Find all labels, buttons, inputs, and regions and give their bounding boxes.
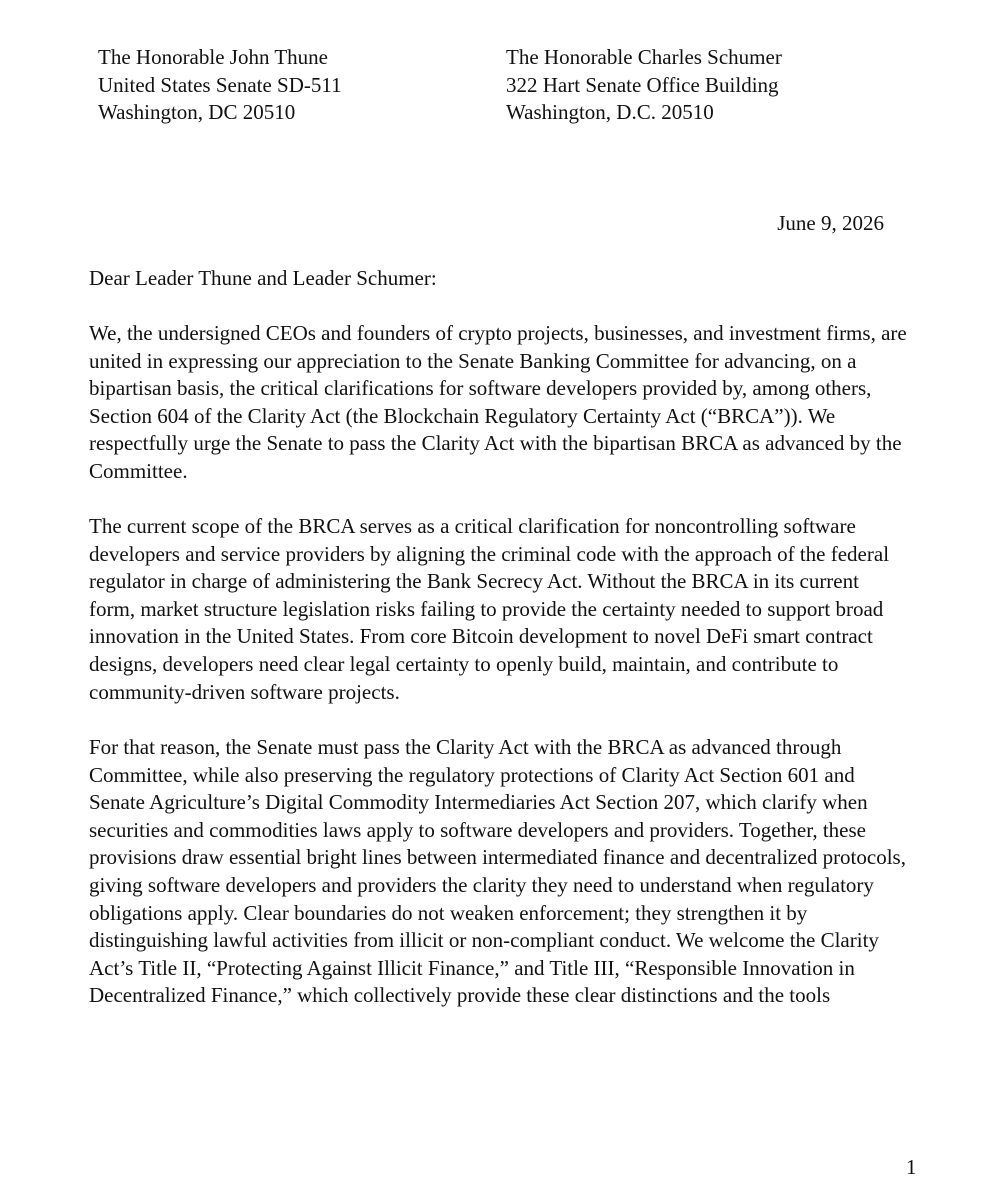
body-paragraph-2 [89, 513, 919, 706]
paragraph-line: community-driven software projects. [89, 679, 400, 704]
paragraph-line: innovation in the United States. From core Bitcoin development to novel DeFi smart contract [89, 624, 873, 649]
paragraph-line: For that reason, the Senate must pass the Clarity Act with the BRCA as advanced through [89, 735, 842, 759]
addressee-block-schumer [506, 44, 782, 127]
page-number: 1 [906, 1155, 917, 1179]
paragraph-line: The current scope of the BRCA serves as a critical clarification for noncontrolling software [89, 514, 856, 538]
body-paragraph-3 [89, 734, 919, 1010]
paragraph-line: Act’s Title II, “Protecting Against Illicit Finance,” and Title III, “Responsible Innovation in [89, 955, 855, 980]
addressee-city: Washington, D.C. 20510 [506, 100, 714, 124]
addressee-block-thune [98, 44, 342, 127]
addressee-name: The Honorable John Thune [98, 45, 328, 69]
paragraph-line: Section 604 of the Clarity Act (the Blockchain Regulatory Certainty Act (“BRCA”)). We [89, 403, 836, 428]
paragraph-line: developers and service providers by aligning the criminal code with the approach of the federal [89, 541, 890, 566]
paragraph-line: Senate Agriculture’s Digital Commodity Intermediaries Act Section 207, which clarify when [89, 790, 868, 815]
paragraph-line: designs, developers need clear legal certainty to openly build, maintain, and contribute to [89, 651, 839, 676]
paragraph-line: regulator in charge of administering the Bank Secrecy Act. Without the BRCA in its current [89, 569, 859, 594]
paragraph-line: bipartisan basis, the critical clarifications for software developers provided by, among others, [89, 376, 872, 401]
salutation: Dear Leader Thune and Leader Schumer: [89, 266, 437, 290]
paragraph-line: respectfully urge the Senate to pass the Clarity Act with the bipartisan BRCA as advanced by the [89, 431, 902, 456]
letter-date: June 9, 2026 [777, 211, 884, 235]
addressee-office: United States Senate SD-511 [98, 72, 342, 97]
paragraph-line: obligations apply. Clear boundaries do not weaken enforcement; they strengthen it by [89, 900, 808, 925]
addressee-city: Washington, DC 20510 [98, 100, 296, 124]
paragraph-line: Committee, while also preserving the regulatory protections of Clarity Act Section 601 and [89, 762, 855, 787]
body-paragraph-1 [89, 320, 919, 486]
paragraph-line: securities and commodities laws apply to software developers and providers. Together, these [89, 817, 866, 842]
addressee-office: 322 Hart Senate Office Building [506, 72, 779, 97]
paragraph-line: Committee. [89, 458, 188, 483]
addressee-name: The Honorable Charles Schumer [506, 45, 782, 69]
paragraph-line: provisions draw essential bright lines between intermediated finance and decentralized protocols, [89, 845, 906, 870]
paragraph-line: Decentralized Finance,” which collectively provide these clear distinctions and the tools [89, 983, 831, 1008]
paragraph-line: giving software developers and providers the clarity they need to understand when regulatory [89, 872, 874, 897]
paragraph-line: distinguishing lawful activities from illicit or non-compliant conduct. We welcome the Clarity [89, 928, 879, 953]
paragraph-line: We, the undersigned CEOs and founders of crypto projects, businesses, and investment firms, are [89, 321, 907, 345]
paragraph-line: form, market structure legislation risks failing to provide the certainty needed to support broad [89, 596, 884, 621]
paragraph-line: united in expressing our appreciation to the Senate Banking Committee for advancing, on a [89, 348, 857, 373]
